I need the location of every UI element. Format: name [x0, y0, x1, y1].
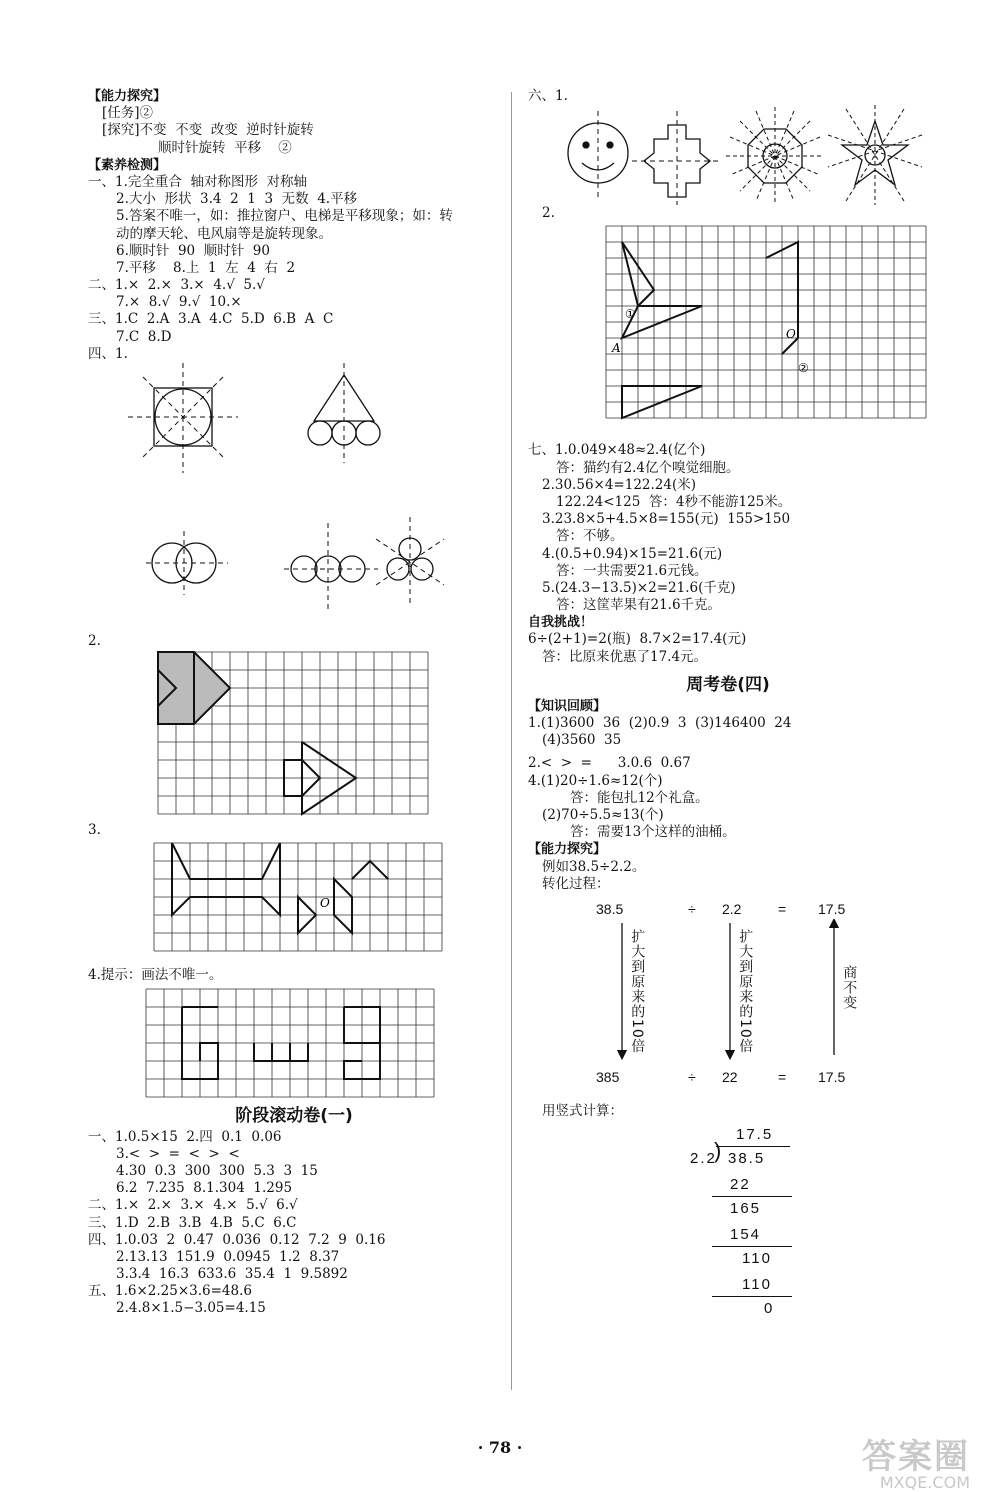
long-division — [528, 1120, 928, 1330]
answer-line: 答：能包扎12个礼盒。 — [570, 789, 709, 806]
stage-title: 阶段滚动卷(一) — [235, 1105, 353, 1126]
right-column — [528, 88, 928, 1330]
answer-line: 答：猫约有2.4亿个嗅觉细胞。 — [556, 459, 740, 476]
answer-line: 6.2 7.235 8.1.304 1.295 — [116, 1180, 293, 1197]
grid-label: ② — [798, 361, 809, 376]
ld-step: 110 — [742, 1276, 772, 1294]
quality-header: 【素养检测】 — [88, 157, 167, 173]
answer-line: 4.(0.5+0.94)×15=21.6(元) — [542, 545, 723, 562]
page-number: · 78 · — [477, 1438, 523, 1457]
conv-top: 2.2 — [722, 900, 742, 917]
answer-line: 4.(1)20÷1.6≈12(个) — [528, 772, 663, 789]
answer-line: 答：不够。 — [556, 528, 624, 545]
conv-top: = — [778, 900, 787, 917]
symmetry-axes-figure — [88, 363, 500, 633]
answer-line: 动的摩天轮、电风扇等是旋转现象。 — [116, 225, 332, 242]
answer-line: 答：需要13个这样的油桶。 — [570, 824, 736, 841]
answer-line: 5.答案不唯一，如：推拉窗户、电梯是平移现象；如：转 — [116, 208, 453, 225]
ld-quotient: 17.5 — [736, 1126, 774, 1144]
watermark-logo: 答案圈 — [862, 1437, 970, 1477]
arrow-label: 扩大到原来的10倍 — [737, 928, 754, 1054]
conv-bottom: = — [778, 1068, 787, 1085]
conv-arrows — [528, 919, 928, 1067]
ld-step: 110 — [742, 1250, 772, 1268]
grid-label-o: O — [320, 896, 330, 911]
conv-top: 38.5 — [596, 900, 624, 917]
conv-bottom: 385 — [596, 1068, 620, 1085]
challenge-header: 自我挑战！ — [528, 615, 594, 631]
ld-dividend: 38.5 — [728, 1150, 766, 1168]
answer-line: 7.平移 8.上 1 左 4 右 2 — [116, 259, 296, 276]
answer-line: 2.30.56×4=122.24(米) — [542, 476, 697, 493]
explore-line-2: 顺时针旋转 平移 ② — [158, 139, 292, 156]
grid-figure-3 — [88, 839, 500, 967]
answer-line: 一、1.0.5×15 2.四 0.1 0.06 — [88, 1128, 282, 1145]
answer-line: 2.4.8×1.5−3.05=4.15 — [116, 1300, 266, 1317]
answer-line: 3.23.8×5+4.5×8=155(元) 155>150 — [542, 511, 791, 528]
answer-line: 二、1.× 2.× 3.× 4.√ 5.√ — [88, 277, 265, 294]
conv-top: 17.5 — [818, 900, 846, 917]
answer-line: 五、1.6×2.25×3.6=48.6 — [88, 1283, 252, 1300]
answer-line: 2. — [542, 205, 555, 222]
answer-line: 1.(1)3600 36 (2)0.9 3 (3)146400 24 — [528, 715, 792, 731]
conv-bottom: 17.5 — [818, 1068, 846, 1085]
answer-line: 7.× 8.√ 9.√ 10.× — [116, 294, 242, 311]
grid-label: A — [612, 341, 621, 356]
division-bracket: ) — [714, 1138, 722, 1164]
grid-figure-2 — [88, 650, 500, 822]
answer-line: 三、1.C 2.A 3.A 4.C 5.D 6.B A C — [88, 311, 334, 328]
ability-header-right: 【能力探究】 — [528, 842, 607, 858]
ld-divisor: 2.2 — [690, 1150, 717, 1168]
grid-figure-4 — [88, 985, 500, 1103]
ld-step: 165 — [730, 1200, 762, 1218]
ld-step: 0 — [764, 1300, 775, 1318]
answer-line: 2.大小 形状 3.4 2 1 3 无数 4.平移 — [116, 191, 358, 208]
arrow-label: 商不变 — [841, 964, 858, 1010]
answer-line: (4)3560 35 — [542, 732, 622, 749]
answer-line: 7.C 8.D — [116, 328, 172, 345]
answer-line: 六、1. — [528, 88, 568, 104]
grid-lines — [606, 226, 926, 418]
answer-line: 答：一共需要21.6元钱。 — [556, 562, 708, 579]
grid-figure-six-2 — [528, 222, 928, 442]
answer-line: 二、1.× 2.× 3.× 4.× 5.√ 6.√ — [88, 1197, 298, 1214]
week-title: 周考卷(四) — [686, 674, 770, 695]
answer-line: 3.3.4 16.3 633.6 35.4 1 9.5892 — [116, 1266, 348, 1283]
task-line: [任务]② — [102, 105, 154, 122]
answer-line: 6÷(2+1)=2(瓶) 8.7×2=17.4(元) — [528, 631, 747, 648]
ability-header: 【能力探究】 — [88, 89, 167, 104]
answer-line: 答：比原来优惠了17.4元。 — [542, 648, 708, 665]
ld-step: 22 — [730, 1176, 751, 1194]
answer-line: 答：这筐苹果有21.6千克。 — [556, 597, 722, 614]
answer-line: 6.顺时针 90 顺时针 90 — [116, 242, 270, 259]
arrow-label: 扩大到原来的10倍 — [629, 928, 646, 1054]
answer-line: 2. — [88, 633, 101, 649]
answer-line: 一、1.完全重合 轴对称图形 对称轴 — [88, 173, 308, 190]
grid-shape — [622, 242, 702, 418]
answer-line: 七、1.0.049×48≈2.4(亿个) — [528, 442, 706, 459]
answer-line: (2)70÷5.5≈13(个) — [542, 806, 664, 823]
recall-header: 【知识回顾】 — [528, 698, 607, 714]
process-line: 转化过程： — [542, 875, 610, 892]
grid-label: ① — [625, 307, 636, 322]
answer-line: 2.13.13 151.9 0.0945 1.2 8.37 — [116, 1248, 340, 1265]
answer-line: 4.30 0.3 300 300 5.3 3 15 — [116, 1162, 318, 1179]
answer-line: 四、1.0.03 2 0.47 0.036 0.12 7.2 9 0.16 — [88, 1231, 386, 1248]
column-divider — [511, 92, 512, 1390]
answer-line: 三、1.D 2.B 3.B 4.B 5.C 6.C — [88, 1214, 297, 1231]
answer-line: 3.< > = < > < — [116, 1145, 240, 1162]
conversion-diagram — [528, 893, 928, 1093]
explore-line-1: [探究]不变 不变 改变 逆时针旋转 — [102, 122, 314, 139]
example-line: 例如38.5÷2.2。 — [542, 858, 646, 875]
answer-line: 5.(24.3−13.5)×2=21.6(千克) — [542, 579, 736, 596]
answer-line: 2.< > = 3.0.6 0.67 — [528, 755, 691, 772]
conv-bottom: ÷ — [688, 1068, 696, 1085]
watermark-url: MXQE.COM — [879, 1473, 970, 1492]
answer-line: 122.24<125 答：4秒不能游125米。 — [556, 493, 792, 510]
ld-step: 154 — [730, 1226, 762, 1244]
conv-bottom: 22 — [722, 1068, 738, 1085]
grid-shape — [158, 652, 230, 724]
answer-line: 四、1. — [88, 345, 128, 362]
grid-label: O — [786, 327, 796, 342]
left-column — [88, 88, 500, 1318]
conv-top: ÷ — [688, 900, 696, 917]
answer-line: 4.提示：画法不唯一。 — [88, 967, 223, 984]
vertical-label: 用竖式计算： — [542, 1102, 623, 1119]
answer-line: 3. — [88, 822, 101, 839]
symmetry-shapes-figure — [528, 105, 928, 205]
grid-shape — [254, 1043, 308, 1061]
